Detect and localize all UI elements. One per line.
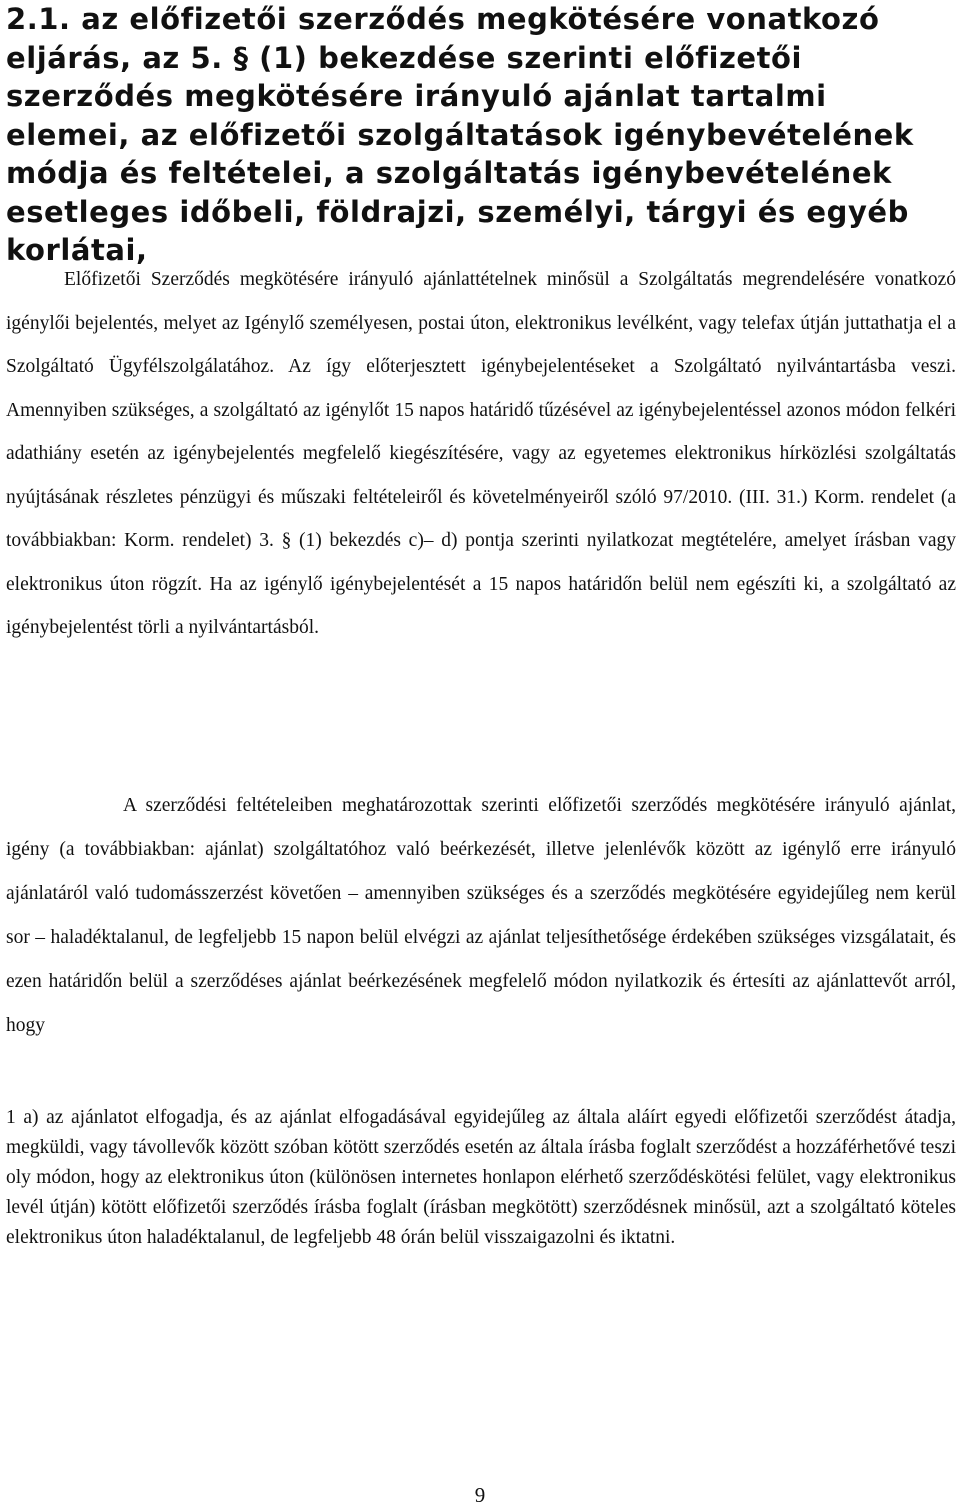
page-number: 9 [474, 1483, 486, 1507]
paragraph-application-procedure [6, 258, 956, 650]
paragraph-offer-evaluation: A szerződési feltételeiben meghatározottak szerinti előfizetői szerződés megkötésére irányuló ajánlat, igény (a továbbiakban: ajánlat) szolgáltatóhoz való beérkezését, illetve jelenlévők között az igénylő erre irányuló ajánlatáról való tudomásszerzést követően – amennyiben szükséges és a szerződés megkötésére egyidejűleg nem kerül sor – haladéktalanul, de legfeljebb 15 napon belül elvégzi az ajánlat teljesíthetősége érdekében szükséges vizsgálatait, és ezen határidőn belül a szerződéses ajánlat beérkezésének megfelelő módon nyilatkozik és értesíti az ajánlattevőt arról, hogy [6, 795, 956, 1036]
paragraph-acceptance: 1 a) az ajánlatot elfogadja, és az ajánlat elfogadásával egyidejűleg az általa aláírt egyedi előfizetői szerződést átadja, megküldi, vagy távollevők között szóban kötött szerződés esetén az általa írásba foglalt szerződést a hozzáférhetővé teszi oly módon, hogy az elektronikus úton (különösen internetes honlapon elérhető szerződéskötési felület, vagy elektronikus levél útján) kötött előfizetői szerződés írásba foglalt (írásban megkötött) szerződésnek minősül, azt a szolgáltató köteles elektronikus úton haladéktalanul, de legfeljebb 48 órán belül visszaigazolni és iktatni. [6, 1107, 956, 1248]
paragraph-application-procedure-text: Előfizetői Szerződés megkötésére irányuló ajánlattételnek minősül a Szolgáltatás megrendelésére vonatkozó igénylői bejelentés, melyet az Igénylő személyesen, postai úton, elektronikus levélként, vagy telefax útján juttathatja el a Szolgáltató Ügyfélszolgálatához. Az így előterjesztett igénybejelentéseket a Szolgáltató nyilvántartásba veszi. Amennyiben szükséges, a szolgáltató az igénylőt 15 napos határidő tűzésével az igénybejelentéssel azonos módon felkéri adathiány esetén az igénybejelentés megfelelő kiegészítésére, vagy az egyetemes elektronikus hírközlési szolgáltatás nyújtásának részletes pénzügyi és műszaki feltételeiről és követelményeiről szóló 97/2010. (III. 31.) Korm. rendelet (a továbbiakban: Korm. rendelet) 3. § (1) bekezdés c)– d) pontja szerinti nyilatkozat megtételére, amelyet írásban vagy elektronikus úton rögzít. Ha az igénylő igénybejelentését a 15 napos határidőn belül nem egészíti ki, a szolgáltató az igénybejelentést törli a nyilvántartásból. [6, 269, 956, 638]
paragraph-first-line-indent [6, 269, 64, 290]
section-heading: 2.1. az előfizetői szerződés megkötésére vonatkozó eljárás, az 5. § (1) bekezdése szerinti előfizetői szerződés megkötésére irányuló ajánlat tartalmi elemei, az előfizetői szolgáltatások igénybevételének módja és feltételei, a szolgáltatás igénybevételének esetleges időbeli, földrajzi, személyi, tárgyi és egyéb korlátai, [6, 2, 914, 267]
